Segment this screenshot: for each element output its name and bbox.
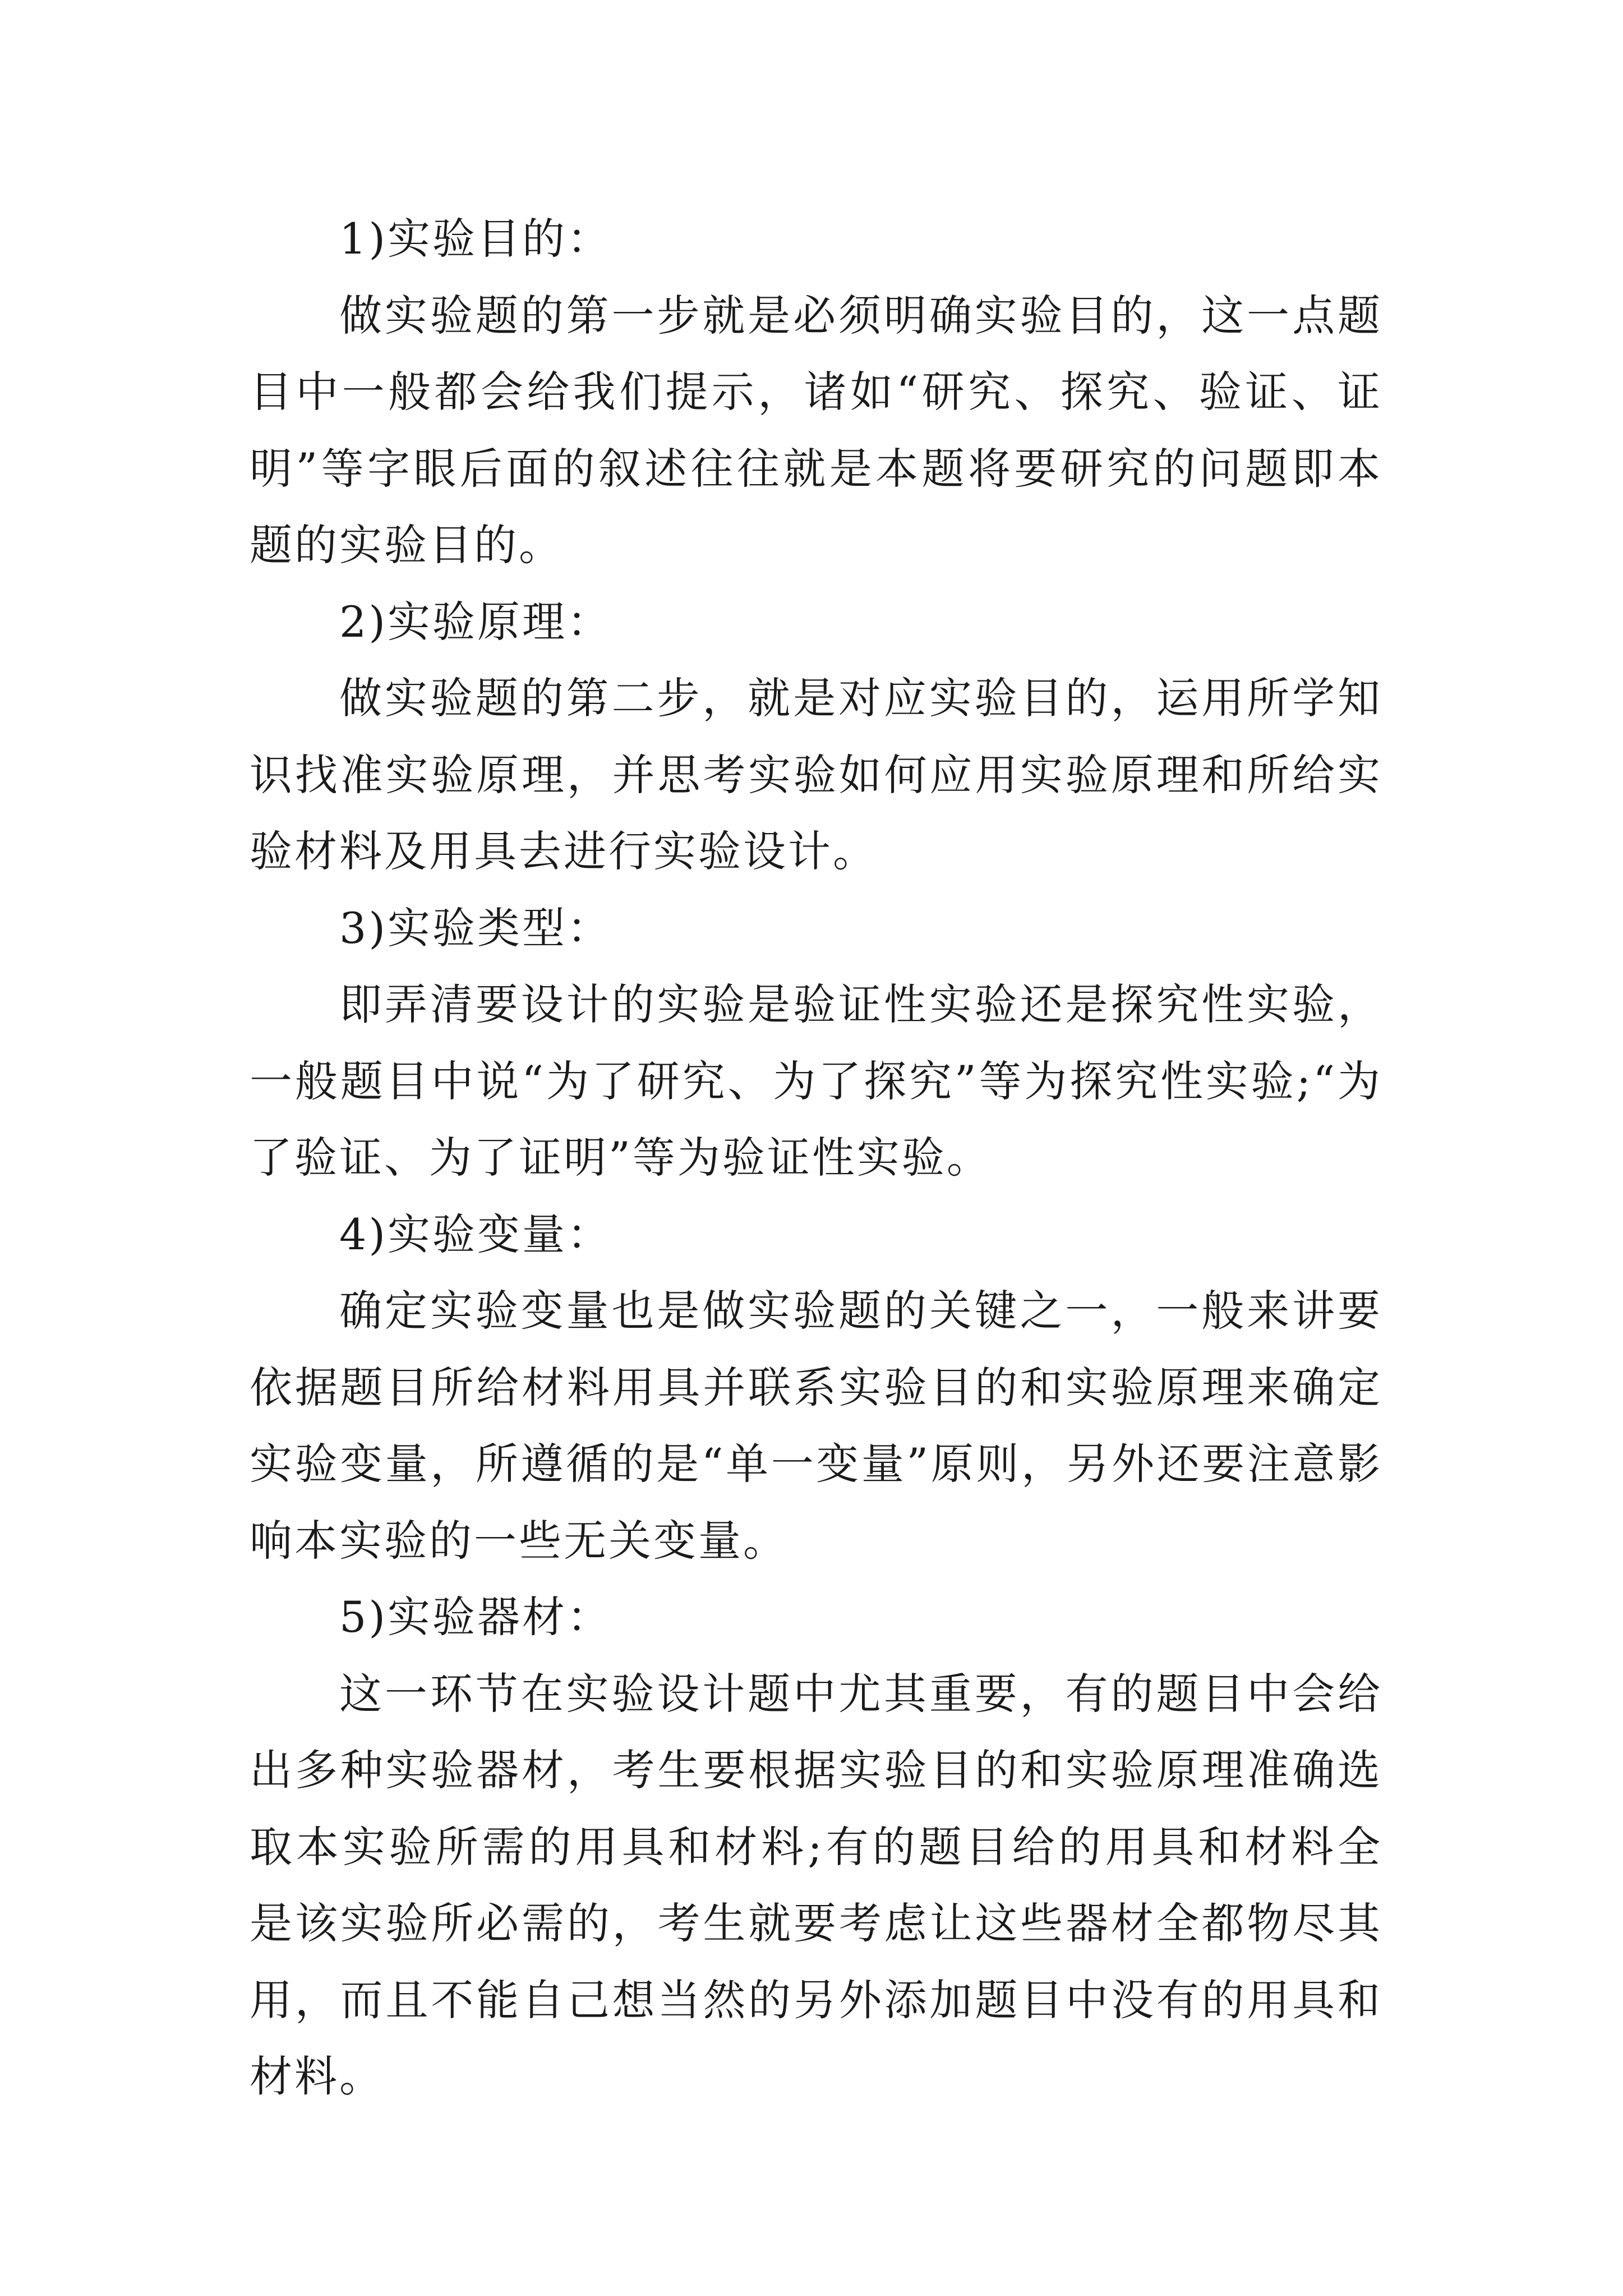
- paragraph-objective: 做实验题的第一步就是必须明确实验目的，这一点题目中一般都会给我们提示，诸如“研究、探究、验证、证明”等字眼后面的叙述往往就是本题将要研究的问题即本题的实验目的。: [250, 290, 1382, 570]
- paragraph-variables: 确定实验变量也是做实验题的关键之一，一般来讲要依据题目所给材料用具并联系实验目的和实验原理来确定实验变量，所遵循的是“单一变量”原则，另外还要注意影响本实验的一些无关变量。: [250, 1286, 1382, 1566]
- section-heading-type: 3)实验类型：: [339, 903, 612, 953]
- paragraph-equipment: 这一环节在实验设计题中尤其重要，有的题目中会给出多种实验器材，考生要根据实验目的和实验原理准确选取本实验所需的用具和材料;有的题目给的用具和材料全是该实验所必需的，考生就要考虑让这些器材全都物尽其用，而且不能自己想当然的另外添加题目中没有的用具和材料。: [250, 1668, 1382, 2101]
- section-heading-objective: 1)实验目的：: [339, 214, 612, 264]
- document-body: [250, 201, 1382, 2115]
- section-heading-variables: 4)实验变量：: [339, 1209, 612, 1259]
- paragraph-type: 即弄清要设计的实验是验证性实验还是探究性实验，一般题目中说“为了研究、为了探究”等为探究性实验;“为了验证、为了证明”等为验证性实验。: [250, 979, 1382, 1182]
- paragraph-principle: 做实验题的第二步，就是对应实验目的，运用所学知识找准实验原理，并思考实验如何应用实验原理和所给实验材料及用具去进行实验设计。: [250, 673, 1382, 876]
- section-heading-principle: 2)实验原理：: [339, 596, 612, 647]
- section-heading-equipment: 5)实验器材：: [339, 1592, 612, 1642]
